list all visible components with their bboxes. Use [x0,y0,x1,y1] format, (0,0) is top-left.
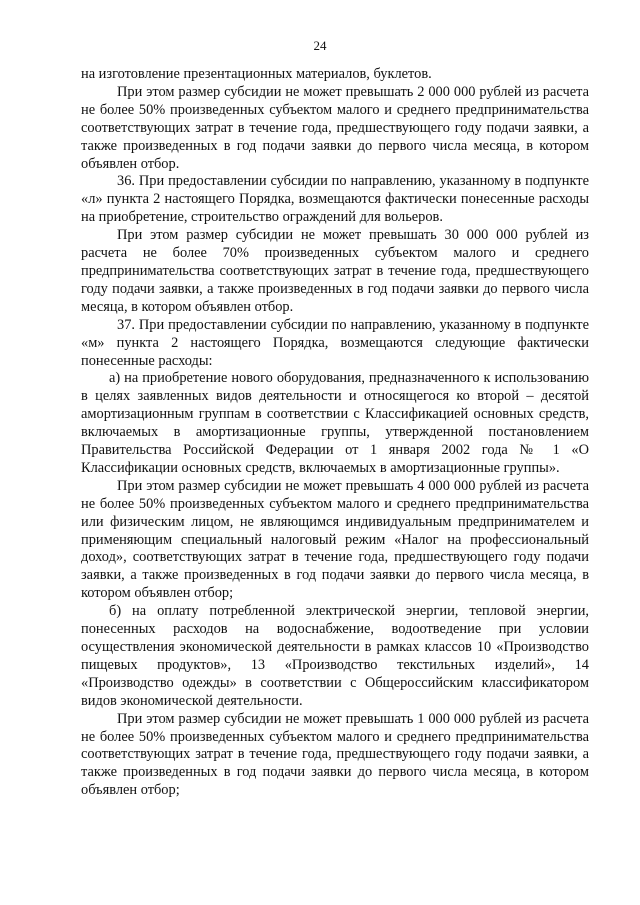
document-body [81,66,589,800]
subparagraph-a: а) на приобретение нового оборудования, предназначенного к использованию в целях заявленных видов деятельности и относящегося ко второй – десятой амортизационным группам в соответствии с Классификацией основных средств, включаемых в амортизационные группы, утвержденной постановлением Правительства Российской Федерации от 1 января 2002 года № 1 «О Классификации основных средств, включаемых в амортизационные группы». [81,370,589,476]
paragraph-36: 36. При предоставлении субсидии по направлению, указанному в подпункте «л» пункта 2 настоящего Порядка, возмещаются фактически понесенные расходы на приобретение, строительство ограждений для вольеров. [81,173,589,226]
paragraph-37: 37. При предоставлении субсидии по направлению, указанному в подпункте «м» пункта 2 настоящего Порядка, возмещаются следующие фактически понесенные расходы: [81,316,589,369]
paragraph-continuation: на изготовление презентационных материалов, буклетов. [81,66,432,82]
paragraph: При этом размер субсидии не может превышать 2 000 000 рублей из расчета не более 50% произведенных субъектом малого и среднего предпринимательства соответствующих затрат в течение года, предшествующего году подачи заявки, а также произведенных в год подачи заявки до первого числа месяца, в котором объявлен отбор. [81,83,589,172]
paragraph: При этом размер субсидии не может превышать 4 000 000 рублей из расчета не более 50% произведенных субъектом малого и среднего предпринимательства или физическим лицом, не являющимся индивидуальным предпринимателем и применяющим специальный налоговый режим «Налог на профессиональный доход», соответствующих затрат в течение года, предшествующего году подачи заявки, а также произведенных в год подачи заявки до первого числа месяца, в котором объявлен отбор; [81,477,589,602]
paragraph: При этом размер субсидии не может превышать 30 000 000 рублей из расчета не более 70% произведенных субъектом малого и среднего предпринимательства соответствующих затрат в течение года, предшествующего году подачи заявки, а также произведенных в год подачи заявки до первого числа месяца, в котором объявлен отбор. [81,227,589,315]
page-number: 24 [313,38,327,53]
paragraph: При этом размер субсидии не может превышать 1 000 000 рублей из расчета не более 50% произведенных субъектом малого и среднего предпринимательства соответствующих затрат в течение года, предшествующего году подачи заявки, а также произведенных в год подачи заявки до первого числа месяца, в котором объявлен отбор; [81,710,589,799]
subparagraph-b: б) на оплату потребленной электрической энергии, тепловой энергии, понесенных расходов на водоснабжение, водоотведение при условии осуществления экономической деятельности в рамках классов 10 «Производство пищевых продуктов», 13 «Производство текстильных изделий», 14 «Производство одежды» в соответствии с Общероссийским классификатором видов экономической деятельности. [81,603,589,709]
